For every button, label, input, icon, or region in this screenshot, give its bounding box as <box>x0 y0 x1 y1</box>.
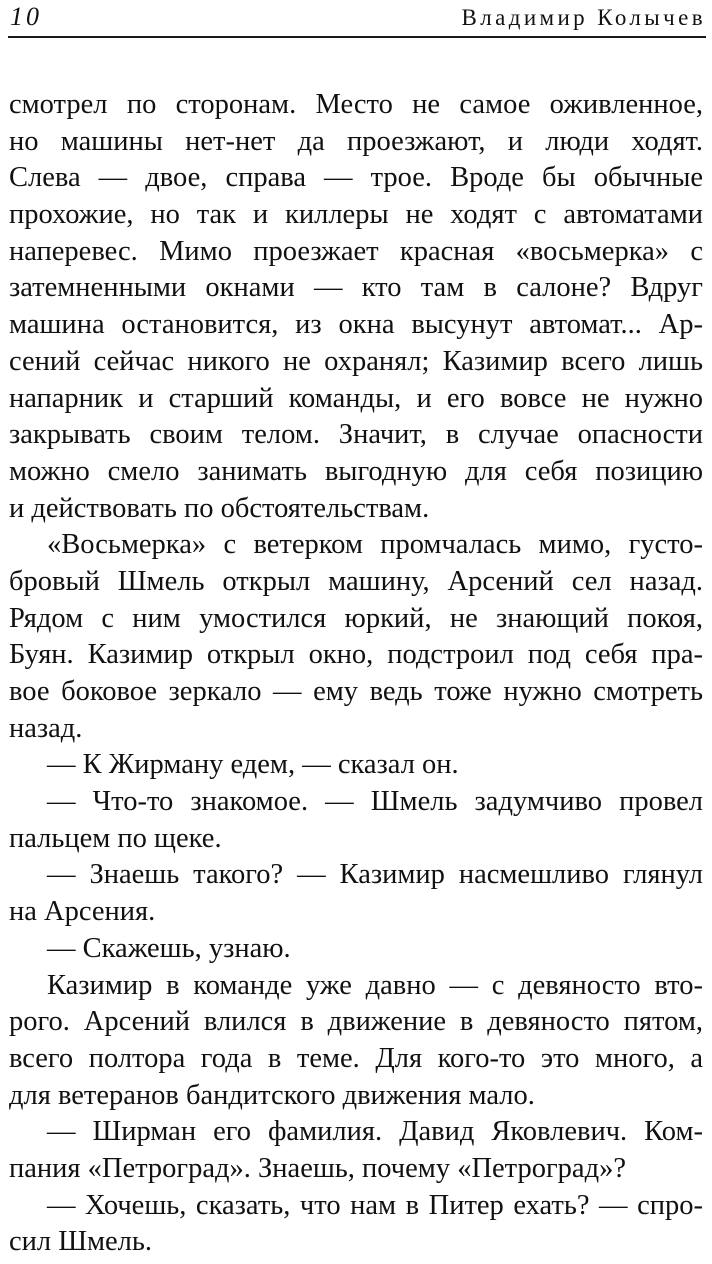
text-line: «Восьмерка» с ветерком промчалась мимо, густо- <box>47 529 703 561</box>
text-line: — Скажешь, узнаю. <box>47 932 291 964</box>
paragraph <box>9 1114 703 1187</box>
text-line: — К Жирману едем, — сказал он. <box>47 749 459 781</box>
text-line: но машины нет-нет да проезжают, и люди ходят. <box>9 125 703 157</box>
text-line: сил Шмель. <box>9 1226 153 1258</box>
page-number: 10 <box>10 2 42 31</box>
text-line: — Знаешь такого? — Казимир насмешливо глянул <box>47 859 703 891</box>
text-line: Казимир в команде уже давно — с девяносто вто- <box>47 969 703 1001</box>
text-line: можно смело занимать выгодную для себя позицию <box>9 455 703 487</box>
paragraph <box>9 747 703 784</box>
text-line: для ветеранов бандитского движения мало. <box>9 1079 535 1111</box>
text-line: смотрел по сторонам. Место не самое оживленное, <box>9 89 703 120</box>
paragraph <box>9 857 703 930</box>
text-line: пальцем по щеке. <box>9 822 222 854</box>
text-line: — Что-то знакомое. — Шмель задумчиво провел <box>47 786 703 818</box>
paragraph <box>9 1188 703 1261</box>
text-line: наперевес. Мимо проезжает красная «восьмерка» с <box>9 235 703 267</box>
running-head-author: Владимир Колычев <box>461 5 706 30</box>
paragraph <box>9 527 703 747</box>
text-line: назад. <box>9 712 83 744</box>
text-line: вое боковое зеркало — ему ведь тоже нужно смотреть <box>9 676 703 707</box>
text-line: бровый Шмель открыл машину, Арсений сел назад. <box>9 565 703 597</box>
paragraph <box>9 784 703 857</box>
text-line: Рядом с ним умостился юркий, не знающий покоя, <box>9 602 703 634</box>
text-line: Слева — двое, справа — трое. Вроде бы обычные <box>9 162 703 194</box>
text-line: закрывать своим телом. Значит, в случае опасности <box>9 419 703 451</box>
text-line: на Арсения. <box>9 896 156 928</box>
paragraph <box>9 87 703 527</box>
text-line: затемненными окнами — кто там в салоне? Вдруг <box>9 272 703 304</box>
text-line: и действовать по обстоятельствам. <box>9 492 430 524</box>
text-line: сений сейчас никого не охранял; Казимир всего лишь <box>9 345 703 377</box>
paragraph <box>9 931 703 968</box>
text-line: всего полтора года в теме. Для кого-то это много, а <box>9 1042 703 1074</box>
paragraph <box>9 968 703 1115</box>
text-line: пания «Петроград». Знаешь, почему «Петроград»? <box>9 1152 626 1184</box>
text-line: — Ширман его фамилия. Давид Яковлевич. Ком- <box>47 1116 703 1148</box>
text-line: рого. Арсений влился в движение в девяносто пятом, <box>9 1006 703 1038</box>
text-line: напарник и старший команды, и его вовсе не нужно <box>9 382 703 414</box>
text-line: прохожие, но так и киллеры не ходят с автоматами <box>9 199 703 231</box>
body-text <box>9 87 703 1261</box>
page-header <box>8 0 706 38</box>
text-line: Буян. Казимир открыл окно, подстроил под себя пра- <box>9 639 703 671</box>
text-line: машина остановится, из окна высунут автомат... Ар- <box>9 309 703 341</box>
text-line: — Хочешь, сказать, что нам в Питер ехать? — спро- <box>47 1189 703 1221</box>
